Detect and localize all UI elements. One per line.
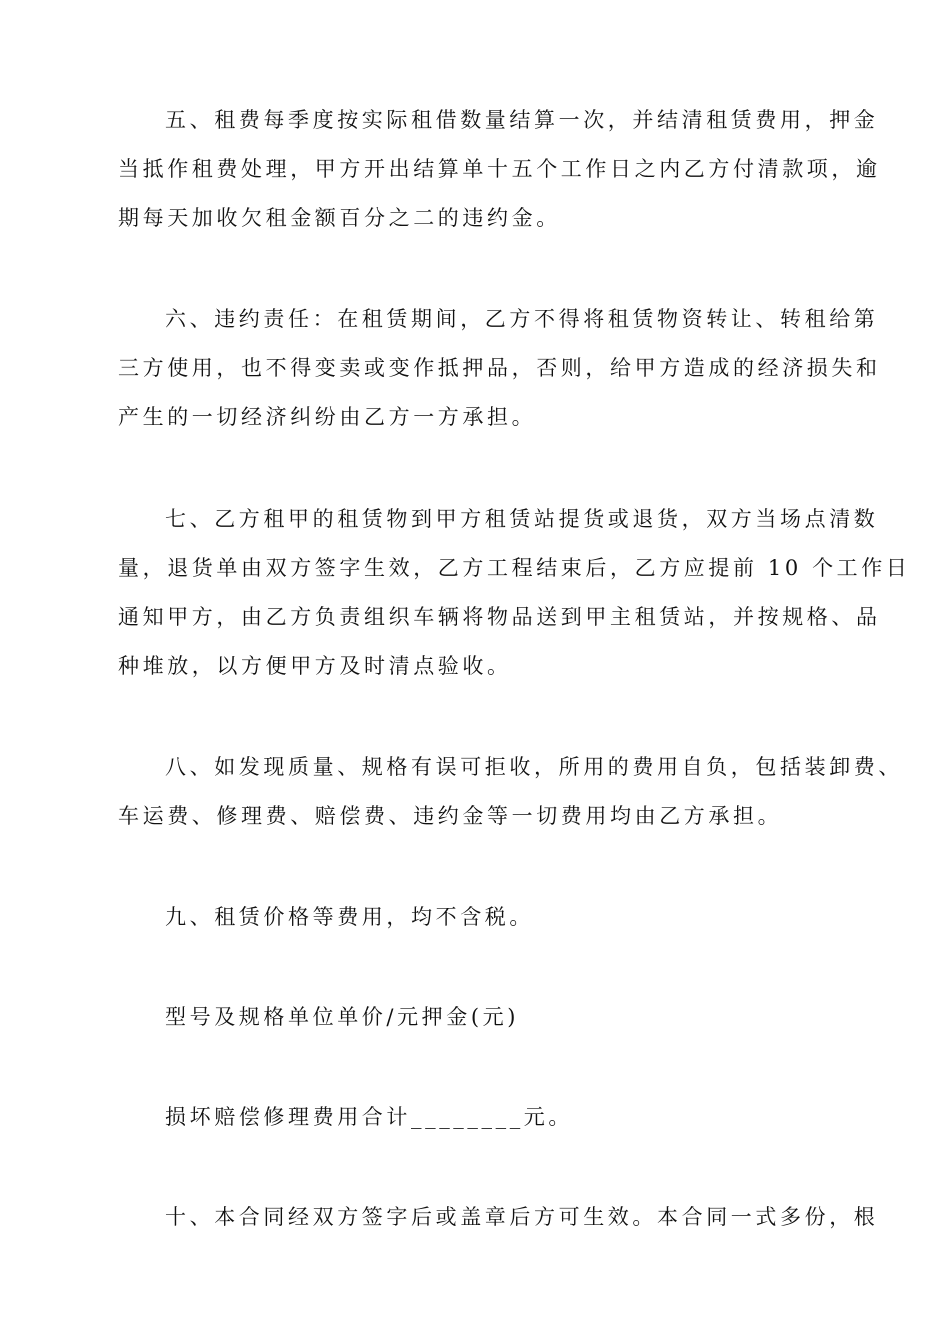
price-table-header: 型号及规格单位单价/元押金(元) [165,1005,520,1029]
clause-ten: 十、本合同经双方签字后或盖章后方可生效。本合同一式多份，根 [165,1205,879,1229]
text-line: 七、乙方租甲的租赁物到甲方租赁站提货或退货，双方当场点清数 [165,507,879,531]
text-line: 车运费、修理费、赔偿费、违约金等一切费用均由乙方承担。 [118,804,783,828]
text-line: 八、如发现质量、规格有误可拒收，所用的费用自负，包括装卸费、 [165,755,903,779]
text-line: 六、违约责任：在租赁期间，乙方不得将租赁物资转让、转租给第 [165,307,879,331]
text-line: 三方使用，也不得变卖或变作抵押品，否则，给甲方造成的经济损失和 [118,356,881,380]
text-line: 通知甲方，由乙方负责组织车辆将物品送到甲主租赁站，并按规格、品 [118,605,881,629]
text-line: 五、租费每季度按实际租借数量结算一次，并结清租赁费用，押金 [165,108,879,132]
text-line: 量，退货单由双方签字生效，乙方工程结束后，乙方应提前 10 个工作日 [118,556,911,580]
damage-total-line: 损坏赔偿修理费用合计________元。 [165,1105,573,1129]
clause-nine: 九、租赁价格等费用，均不含税。 [165,905,534,929]
text-line: 产生的一切经济纠纷由乙方一方承担。 [118,405,537,429]
text-line: 种堆放，以方便甲方及时清点验收。 [118,654,512,678]
text-line: 当抵作租费处理，甲方开出结算单十五个工作日之内乙方付清款项，逾 [118,157,881,181]
text-line: 期每天加收欠租金额百分之二的违约金。 [118,206,561,230]
